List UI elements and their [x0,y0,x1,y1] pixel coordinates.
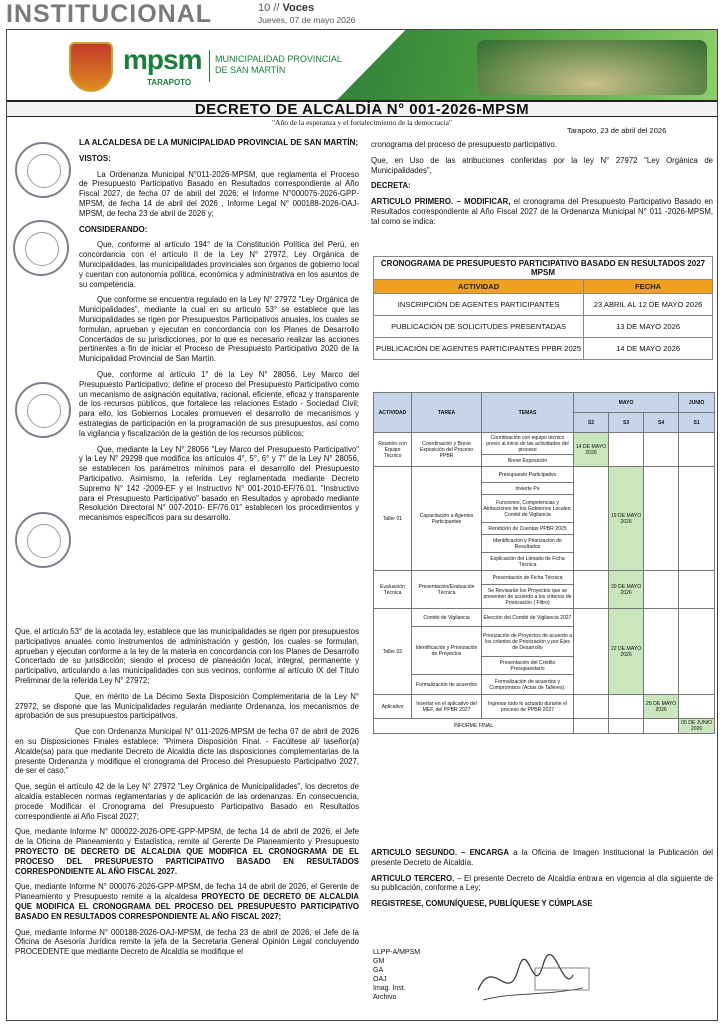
gantt-table: ACTIVIDAD TAREA TEMAS MAYO JUNIO S2 S3 S4 S1 Reunión con Equipo Técnico Coordinación y Breve Exposición del Proceso PPBR Coordinación con equipo técnico previo al inicio de las actividades del proceso 14 DE MAYO 2026 Breve Exposición Taller 01 Capacitación a Agentes Participantes Presupuesto Participativo 19 DE MAYO 2026 Invierte Pe Funciones, Competencias y Atribuciones de los Gobiernos Locales; Comité de Vigilancia Rendición de Cuentas PPBR 2025 Identificación y Priorización de Resultados Explicación del Llenado de Ficha Técnica Evaluación Técnica Presentación/Evaluación Técnica Presentación de Ficha Técnica 20 DE MAYO 2026 Se Revisarán los Proyectos que se presenten de acuerdo a los criterios de Priorización ( Filtro) Taller 02 Comité de Vigilancia Elección del Comité de Vigilancia 2027 22 DE MAYO 2026 Identificación y Priorización de Proyectos Priorización de Proyectos de acuerdo a los criterios de Priorización y por Ejes de Desarrollo Presentación del Crédito Presupuestario Formalización de acuerdos Formalización de acuerdos y Compromisos (Actas de Talleres). Aplicativo Insertar en el aplicativo del MEF, del PPBR 2027 Ingresar todo lo actuado durante el proceso de PPBR 2027 25 DE MAYO 2026 INFORME FINAL 05 DE JUNIO 2026 [373,392,715,734]
table-row: Taller 01 Capacitación a Agentes Participantes Presupuesto Participativo 19 DE MAYO 2026 [374,467,715,483]
paragraph: Que, el artículo 53° de la acotada ley, establece que las municipalidades se rigen por presupuestos participativos anuales como instrumentos de administración y gestión, los cuales se formulan, aprueban y ejecutan conforme a la ley de la materia en concordancia con los Planes de Desarrollo Concertado de su jurisdicción; siendo el proceso de planeación local, integral, permanente y participativo, articulando a las municipalidades con sus vecinos, conforme al artículo IX del Título Preliminar de la referida Ley N° 27972; [15,627,359,685]
col-date: FECHA [584,280,713,294]
seal-icon [13,220,69,276]
section-title: INSTITUCIONAL [6,0,213,28]
table-row: Reunión con Equipo Técnico Coordinación y Breve Exposición del Proceso PPBR Coordinación con equipo técnico previo al inicio de las actividades del proceso 14 DE MAYO 2026 [374,433,715,455]
closing-formula: REGISTRESE, COMUNÍQUESE, PUBLÍQUESE Y CÚMPLASE [371,899,593,909]
city-label: TARAPOTO [147,78,192,87]
municipality-name: MUNICIPALIDAD PROVINCIAL DE SAN MARTÍN [215,54,342,75]
table-row: Funciones, Competencias y Atribuciones de los Gobiernos Locales; Comité de Vigilancia [374,495,715,523]
municipal-banner [7,30,717,100]
decree-title: DECRETO DE ALCALDÍA N° 001-2026-MPSM [7,100,717,117]
year-motto: "Año de la esperanza y el fortalecimiento de la democracia" [272,118,452,127]
table-row: PUBLICACIÓN DE SOLICITUDES PRESENTADAS 13 DE MAYO 2026 [374,316,713,338]
plaza-photo [477,40,707,95]
table-row: Presentación del Crédito Presupuestario [374,657,715,675]
page-number: 10 // Voces [258,2,315,14]
schedule-table [373,256,713,360]
mpsm-logo: mpsm [123,44,202,75]
paragraph: Que, según el artículo 42 de la Ley N° 27972 "Ley Orgánica de Municipalidades", los decretos de alcaldía establecen normas reglamentarias y de aplicación de las ordenanzas. En consecuencia, procede Modificar el Cronograma del Presupuesto Participativo Basado en Resultados correspondiente al Año Fiscal 2027; [15,782,359,821]
page-header [0,0,725,28]
table-row: Evaluación Técnica Presentación/Evaluación Técnica Presentación de Ficha Técnica 20 DE MAYO 2026 [374,571,715,585]
paragraph: La Ordenanza Municipal N°011-2026-MPSM, que reglamenta el Proceso de Presupuesto Participativo Basado en Resultados correspondiente al Año Fiscal 2027, de fecha 07 de abril del 2026; el Informe N°000076-2026-GPP-MPSM, de fecha 14 de abril del 2026 , Informe Legal N° 000188-2026-OAJ-MPSM, de fecha 23 de abril de 2026 y; [79,169,359,218]
paragraph: Que, en mérito de La Décimo Sexta Disposición Complementaria de la Ley N° 27972, se dispone que las Municipalidades regularán mediante Ordenanza, los mecanismos de aprobación de sus presupuestos participativos. [15,691,359,721]
left-wide-text [15,627,359,963]
article-two: ARTICULO SEGUNDO. – ENCARGA a la Oficina de Imagen Institucional la Publicación del presente Decreto de Alcaldía. [371,848,713,867]
signature-stamp-icon [473,950,593,1010]
table-row: PUBLICACIÓN DE AGENTES PARTICIPANTES PPBR 2025 14 DE MAYO 2026 [374,338,713,360]
divider [209,50,210,82]
table-row: Identificación y Priorización de Proyectos Priorización de Proyectos de acuerdo a los criterios de Priorización y por Ejes de Desarrollo [374,627,715,657]
coat-of-arms-icon [69,42,113,92]
paragraph: Que con Ordenanza Municipal N° 011-2026-MPSM de fecha 07 de abril de 2026 en su Disposiciones Finales establece: "Primera Disposición Final. - Facúltese al/ laseñor(a) Alcalde(sa) para que mediante Decreto de Alcaldía dicte las disposiciones complementarias de la presente Ordenanza y modifique el cronograma del Proceso del Presupuesto Participativo 2027, de ser el caso." [15,727,359,776]
paragraph: Que, en Uso de las atribuciones conferidas por la ley N° 27972 "Ley Orgánica de Municipalidades", [371,155,713,175]
table-row: Formalización de acuerdos Formalización de acuerdos y Compromisos (Actas de Talleres). [374,675,715,695]
paragraph: Que, mediante Informe N° 000076-2026-GPP-MPSM, de fecha 14 de abril de 2026, el Gerente de Planeamiento y Presupuesto remite a la alcaldesa PROYECTO DE DECRETO DE ALCALDIA QUE MODIFICA EL CRONOGRAMA DEL PROCESO DEL PRESUPUESTO PARTICIPATIVO BASADO EN RESULTADOS CORRESPONDIENTE AL AÑO FISCAL 2027; [15,882,359,921]
paragraph: Que, conforme al artículo 1° de la Ley N° 28056, Ley Marco del Presupuesto Participativo; define el proceso del Presupuesto Participativo como un mecanismo de asignación equitativa, racional, eficiente, eficaz y transparente de los recursos públicos, que fortalece las relaciones Estado - Sociedad Civil; para ello, los Gobiernos Locales promueven el desarrollo de mecanismos y estrategias de participación en la programación de sus presupuestos, así como la vigilancia y fiscalización de la gestión de los recursos públicos; [79,369,359,438]
table-row: Identificación y Priorización de Resultados [374,535,715,553]
seal-icon [15,382,71,438]
table-row: Breve Exposición [374,455,715,467]
initials-list: LLPP-A/MPSM GM GA OAJ Imag. Inst. Archivo [373,949,421,1001]
decree-frame [6,29,718,1021]
table-row: Aplicativo Insertar en el aplicativo del MEF, del PPBR 2027 Ingresar todo lo actuado durante el proceso de PPBR 2027 25 DE MAYO 2026 [374,695,715,719]
paragraph: Que, conforme al artículo 194° de la Constitución Política del Perú, en concordancia con el artículo II de la Ley N° 27972, Ley Orgánica de Municipalidades, las municipalidades provinciales son órganos de gobierno local y cuentan con autonomía política, económica y administrativa en los asuntos de su competencia. [79,240,359,289]
seal-icon [15,512,71,568]
place-date: Tarapoto, 23 de abril del 2026 [567,126,667,135]
paragraph: Que conforme se encuentra regulado en la Ley N° 27972 "Ley Orgánica de Municipalidades", mediante la cual en su artículo 53° se establece que las Municipalidades se rigen por Presupuestos Participativos anuales, los cuales se formulan, aprueban y ejecutan en concordancia con los Planes de Desarrollo Concertados de su jurisdicciones, por lo que es necesario realizar las acciones pertinentes a fin de iniciar el Proceso de Presupuesto Participativo 2020 de la Municipalidad Provincial de San Martín. [79,295,359,364]
publication-date: Jueves, 07 de mayo 2026 [258,15,356,25]
table-row: INFORME FINAL 05 DE JUNIO 2026 [374,719,715,734]
table-row: Explicación del Llenado de Ficha Técnica [374,553,715,571]
paragraph: Que, mediante Informe N° 000022-2026-OPE-GPP-MPSM, de fecha 14 de abril de 2026, el Jefe de la Oficina de Planeamiento y Estadística, remite al Gerente De Planeamiento y Presupuesto PROYECTO DE DECRETO DE ALCALDIA QUE MODIFICA EL CRONOGRAMA DE EL PROCESO DEL PRESUPUESTO PARTICIPATIVO BASADO EN RESULTADOS CORRESPONDIENTE AL AÑO FISCAL 2027. [15,827,359,876]
left-column [79,138,359,529]
table-row: INSCRIPCIÓN DE AGENTES PARTICIPANTES 23 ABRIL AL 12 DE MAYO 2026 [374,294,713,316]
article-one: ARTICULO PRIMERO. – MODIFICAR, el cronograma del Presupuesto Participativo Basado en Resultados correspondiente al Año Fiscal 2027 de la Ordenanza Municipal N° 011 -2026-MPSM, tal como se indica: [371,197,714,226]
table-row: Taller 02 Comité de Vigilancia Elección del Comité de Vigilancia 2027 22 DE MAYO 2026 [374,609,715,627]
considerando-heading: CONSIDERANDO: [79,224,148,234]
issuer-line: LA ALCALDESA DE LA MUNICIPALIDAD PROVINCIAL DE SAN MARTÍN; [79,138,359,147]
table-row: Invierte Pe [374,483,715,495]
paragraph: cronograma del proceso de presupuesto participativo. [371,140,557,149]
table-row: Rendición de Cuentas PPBR 2025 [374,523,715,535]
schedule-title: CRONOGRAMA DE PRESUPUESTO PARTICIPATIVO BASADO EN RESULTADOS 2027 MPSM [374,257,713,280]
right-column [371,140,713,233]
seal-icon [15,142,71,198]
col-activity: ACTIVIDAD [374,280,584,294]
decreta-heading: DECRETA: [371,181,411,191]
paragraph: Que, mediante la Ley N° 28056 "Ley Marco del Presupuesto Participativo" y la Ley N° 29298 que modifica los artículos 4°, 5°, 6° y 7° de la Ley N° 28056, se establecen los parámetros mínimos para el desarrollo del Presupuesto Participativo. Asimismo, la referida Ley reglamentada mediante Decreto Supremo N° 142 -2009-EF y el Instructivo N° 001-2010-EF/76.01. "Instructivo para el Presupuesto Participativo" basado en Resultados y aprobado mediante Resolución Directoral N° 007-2010- EF/76.01" establecen los procedimientos y mecanismos específicos para su desarrollo. [79,444,359,523]
paragraph: Que, mediante Informe N° 000188-2026-OAJ-MPSM, de fecha 23 de abril de 2026, el Jefe de la Oficina de Asesoría Jurídica remite la jefa de la Secretaria General Opinión Legal concluyendo PROCEDENTE que mediante Decreto de Alcaldía se modifique el [15,927,359,957]
right-column-bottom [371,848,713,915]
table-row: Se Revisarán los Proyectos que se presenten de acuerdo a los criterios de Priorización ( Filtro) [374,585,715,609]
vistos-heading: VISTOS: [79,153,111,163]
article-three: ARTICULO TERCERO. – El presente Decreto de Alcaldía entrara en vigencia al día siguiente de su publicación, conforme a Ley; [371,873,713,893]
